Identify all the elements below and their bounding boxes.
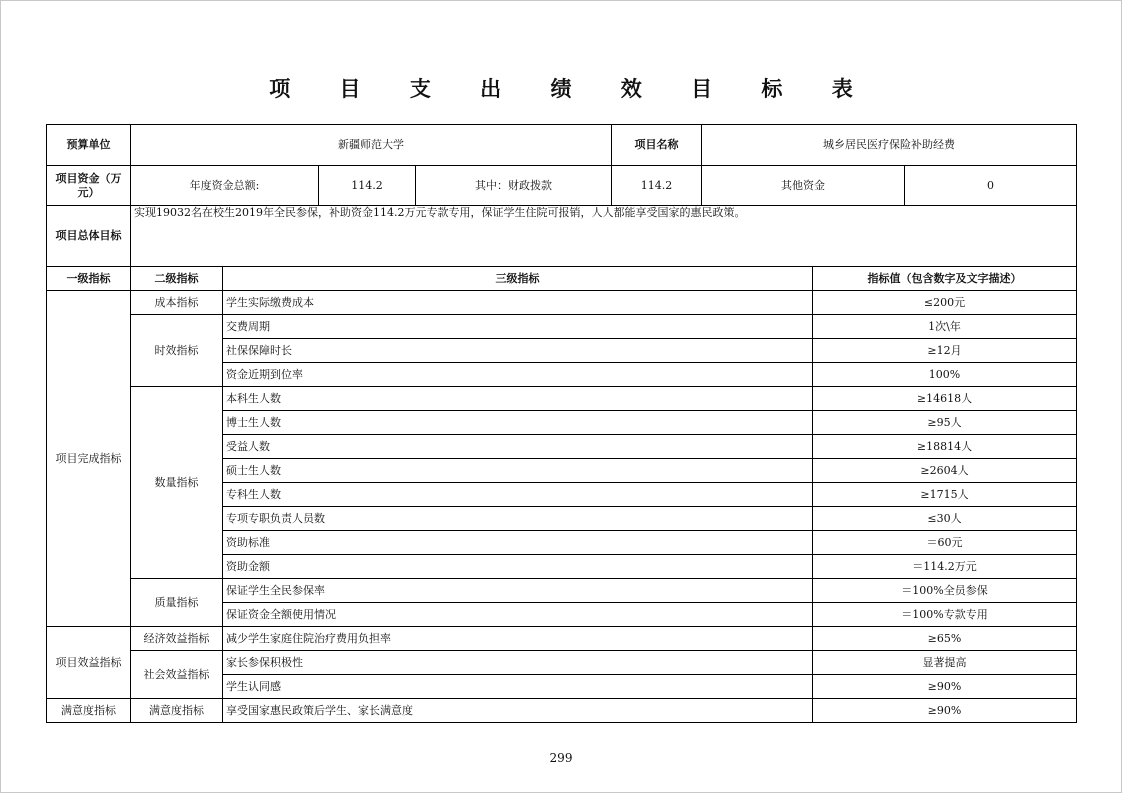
column-header-level2: 二级指标 bbox=[131, 267, 223, 291]
performance-goal-table bbox=[46, 124, 1077, 723]
level2-indicator: 社会效益指标 bbox=[131, 651, 223, 699]
column-header-row bbox=[47, 267, 1077, 291]
indicator-value: ≥12月 bbox=[813, 339, 1077, 363]
level3-indicator: 博士生人数 bbox=[223, 411, 813, 435]
level3-indicator: 保证资金全额使用情况 bbox=[223, 603, 813, 627]
level3-indicator: 交费周期 bbox=[223, 315, 813, 339]
indicator-row bbox=[47, 627, 1077, 651]
indicator-value: ≥14618人 bbox=[813, 387, 1077, 411]
level2-indicator: 质量指标 bbox=[131, 579, 223, 627]
level3-indicator: 专科生人数 bbox=[223, 483, 813, 507]
level1-indicator: 项目完成指标 bbox=[47, 291, 131, 627]
funding-row bbox=[47, 166, 1077, 206]
goal-row bbox=[47, 206, 1077, 267]
level3-indicator: 社保保障时长 bbox=[223, 339, 813, 363]
indicator-value: ≥2604人 bbox=[813, 459, 1077, 483]
page-number: 299 bbox=[549, 751, 573, 765]
header-row bbox=[47, 125, 1077, 166]
indicator-value: 显著提高 bbox=[813, 651, 1077, 675]
indicator-row bbox=[47, 387, 1077, 411]
level3-indicator: 享受国家惠民政策后学生、家长满意度 bbox=[223, 699, 813, 723]
other-funds-label: 其他资金 bbox=[702, 166, 905, 206]
level3-indicator: 学生认同感 bbox=[223, 675, 813, 699]
indicator-row bbox=[47, 699, 1077, 723]
level3-indicator: 资金近期到位率 bbox=[223, 363, 813, 387]
indicator-value: ＝100%专款专用 bbox=[813, 603, 1077, 627]
indicator-row bbox=[47, 315, 1077, 339]
indicator-value: ≥1715人 bbox=[813, 483, 1077, 507]
indicator-value: ＝114.2万元 bbox=[813, 555, 1077, 579]
level3-indicator: 专项专职负责人员数 bbox=[223, 507, 813, 531]
level2-indicator: 经济效益指标 bbox=[131, 627, 223, 651]
level3-indicator: 减少学生家庭住院治疗费用负担率 bbox=[223, 627, 813, 651]
indicator-value: ＝60元 bbox=[813, 531, 1077, 555]
level3-indicator: 保证学生全民参保率 bbox=[223, 579, 813, 603]
total-funds-value: 114.2 bbox=[319, 166, 416, 206]
indicator-value: ≤200元 bbox=[813, 291, 1077, 315]
other-funds-value: 0 bbox=[905, 166, 1077, 206]
indicator-row bbox=[47, 579, 1077, 603]
indicator-value: 100% bbox=[813, 363, 1077, 387]
indicator-row bbox=[47, 291, 1077, 315]
goal-label: 项目总体目标 bbox=[47, 206, 131, 267]
document-title: 项 目 支 出 绩 效 目 标 表 bbox=[269, 77, 874, 101]
indicator-value: ≥18814人 bbox=[813, 435, 1077, 459]
project-name-label: 项目名称 bbox=[612, 125, 702, 166]
project-name-value: 城乡居民医疗保险补助经费 bbox=[702, 125, 1077, 166]
goal-text: 实现19032名在校生2019年全民参保，补助资金114.2万元专款专用，保证学生住院可报销，人人都能享受国家的惠民政策。 bbox=[131, 206, 1077, 267]
level3-indicator: 本科生人数 bbox=[223, 387, 813, 411]
indicator-value: ＝100%全员参保 bbox=[813, 579, 1077, 603]
indicator-value: ≥95人 bbox=[813, 411, 1077, 435]
level3-indicator: 资助金额 bbox=[223, 555, 813, 579]
total-funds-label: 年度资金总额: bbox=[131, 166, 319, 206]
column-header-value: 指标值（包含数字及文字描述） bbox=[813, 267, 1077, 291]
budget-unit-label: 预算单位 bbox=[47, 125, 131, 166]
funding-label: 项目资金（万元） bbox=[47, 166, 131, 206]
level3-indicator: 受益人数 bbox=[223, 435, 813, 459]
level3-indicator: 学生实际缴费成本 bbox=[223, 291, 813, 315]
budget-unit-value: 新疆师范大学 bbox=[131, 125, 612, 166]
indicator-value: ≥90% bbox=[813, 699, 1077, 723]
level2-indicator: 成本指标 bbox=[131, 291, 223, 315]
indicator-value: 1次\年 bbox=[813, 315, 1077, 339]
indicator-value: ≤30人 bbox=[813, 507, 1077, 531]
level1-indicator: 满意度指标 bbox=[47, 699, 131, 723]
fiscal-funds-value: 114.2 bbox=[612, 166, 702, 206]
level3-indicator: 硕士生人数 bbox=[223, 459, 813, 483]
level2-indicator: 数量指标 bbox=[131, 387, 223, 579]
level2-indicator: 时效指标 bbox=[131, 315, 223, 387]
level3-indicator: 资助标准 bbox=[223, 531, 813, 555]
fiscal-funds-label: 其中：财政拨款 bbox=[416, 166, 612, 206]
level2-indicator: 满意度指标 bbox=[131, 699, 223, 723]
indicator-value: ≥90% bbox=[813, 675, 1077, 699]
column-header-level1: 一级指标 bbox=[47, 267, 131, 291]
column-header-level3: 三级指标 bbox=[223, 267, 813, 291]
indicator-row bbox=[47, 651, 1077, 675]
indicator-value: ≥65% bbox=[813, 627, 1077, 651]
level1-indicator: 项目效益指标 bbox=[47, 627, 131, 699]
level3-indicator: 家长参保积极性 bbox=[223, 651, 813, 675]
